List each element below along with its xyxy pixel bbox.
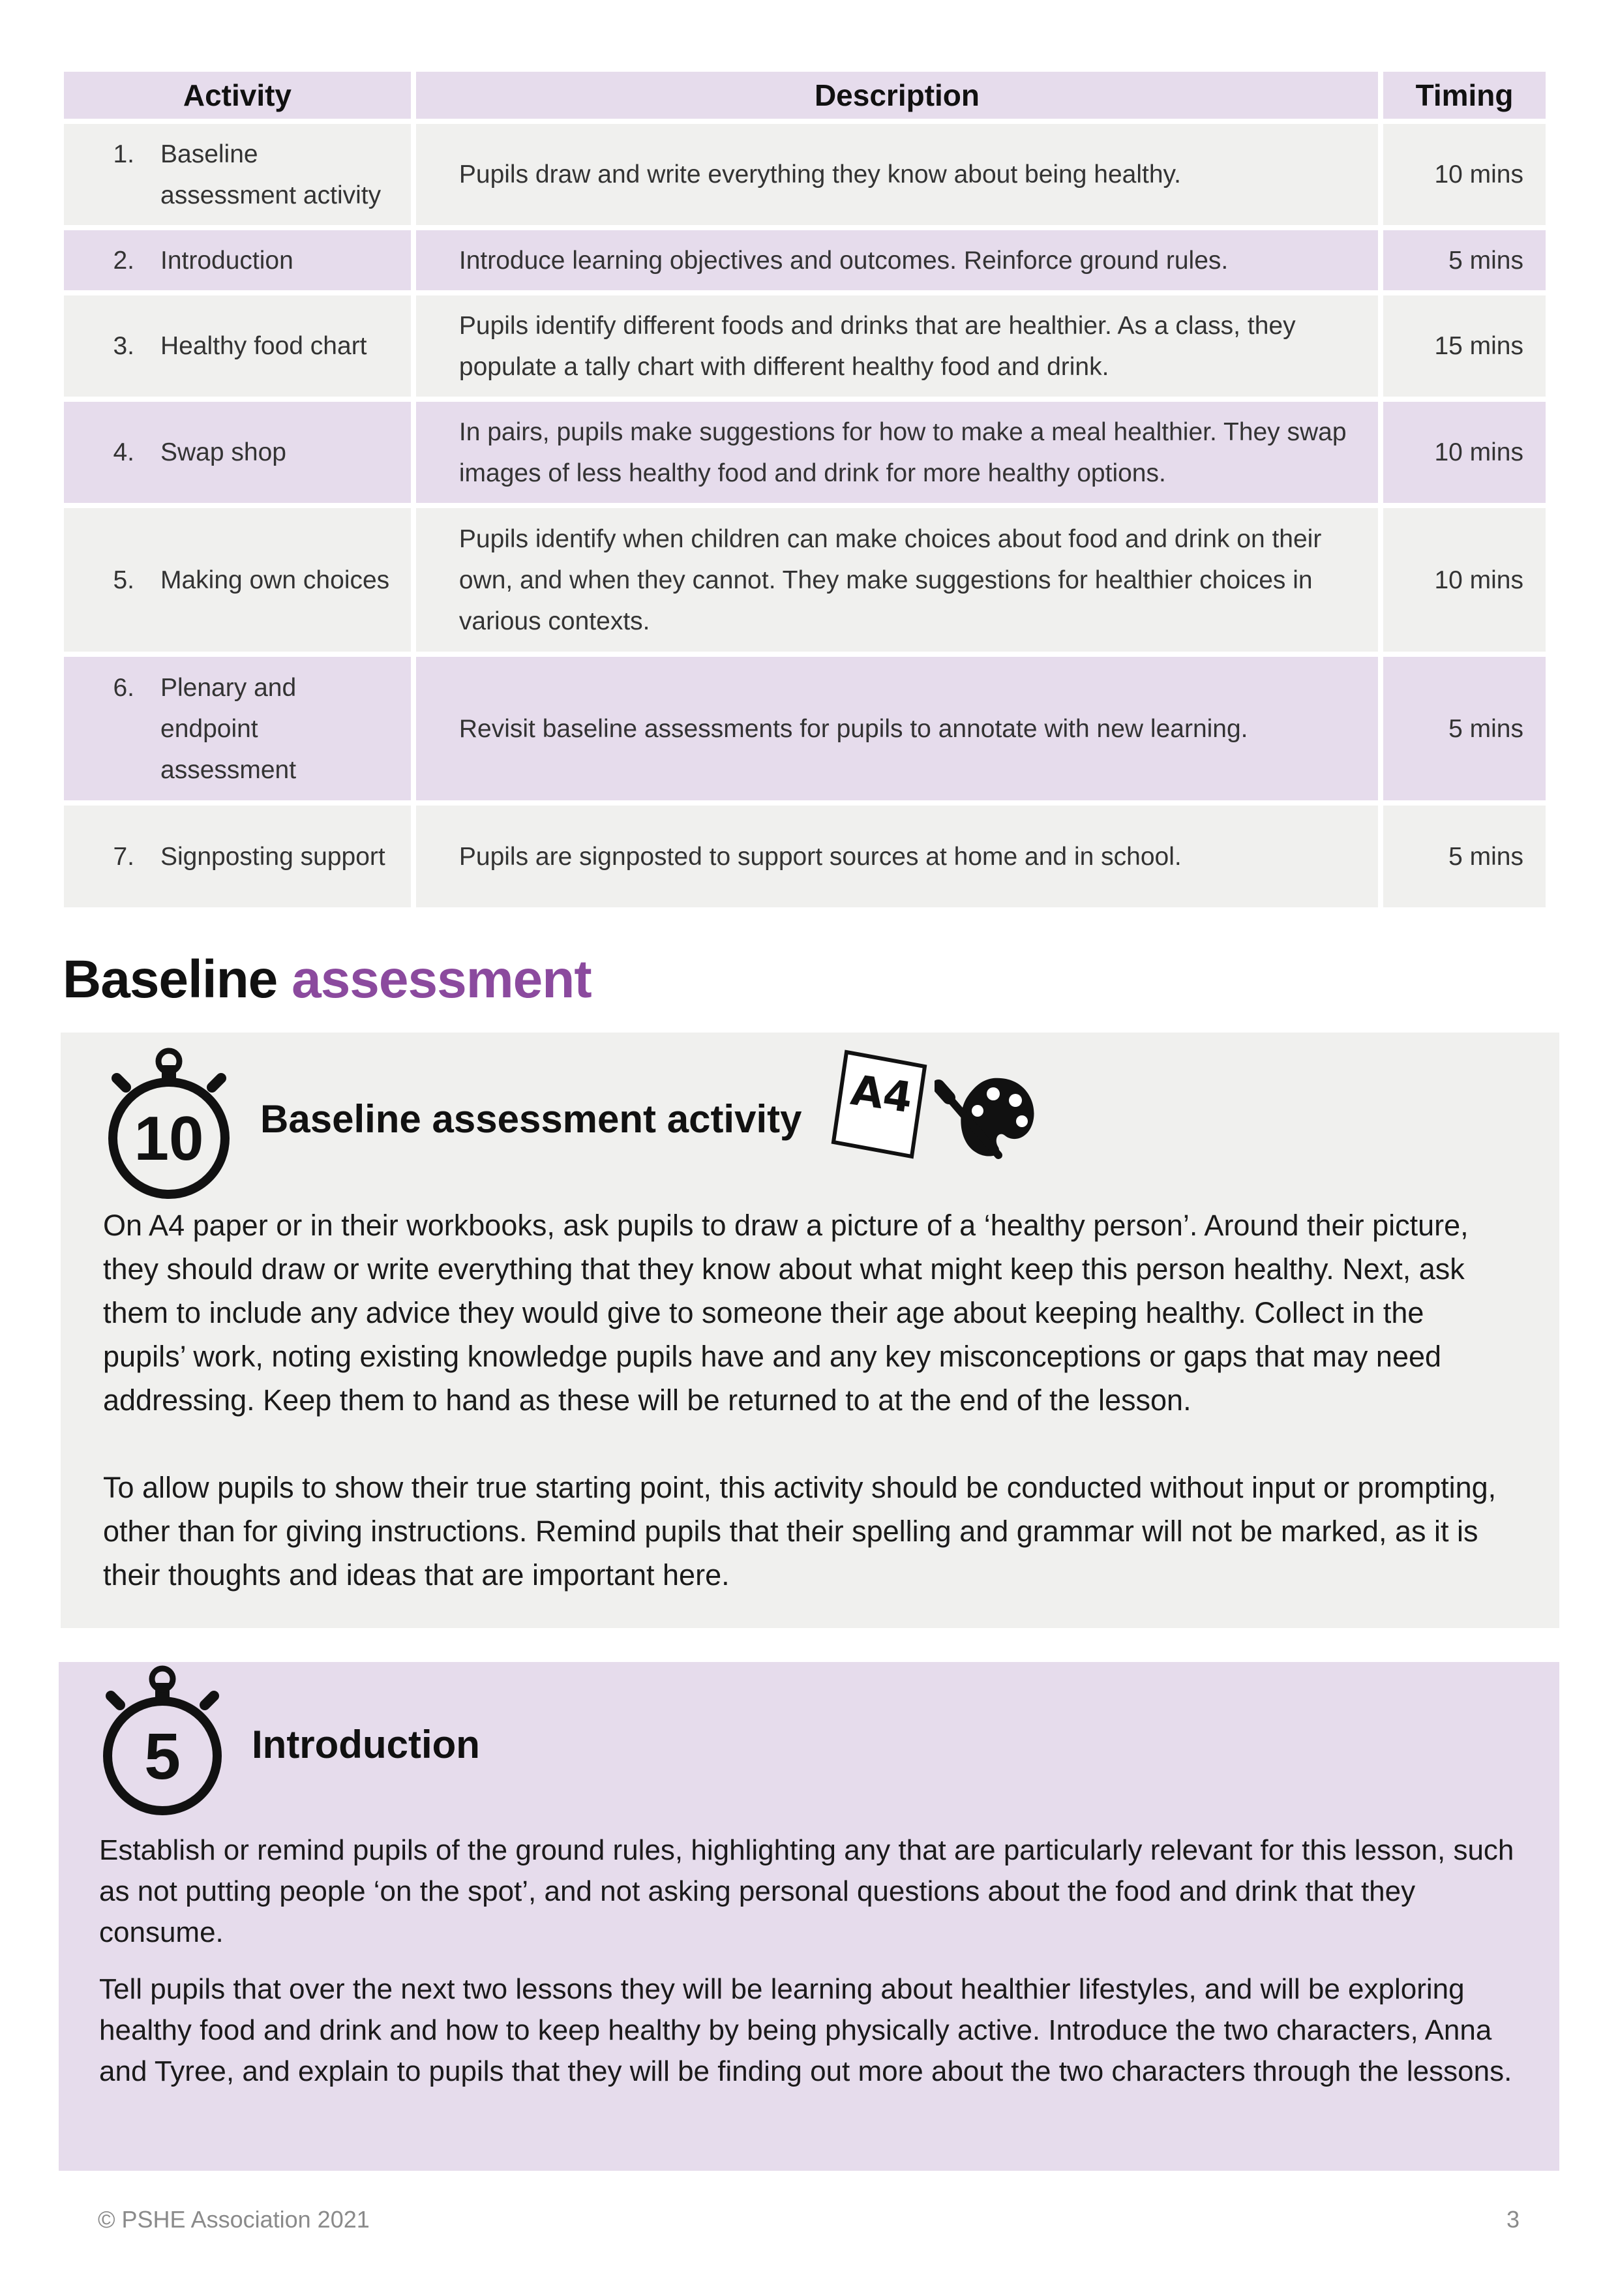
row-number: 4. xyxy=(113,438,134,466)
page-number: 3 xyxy=(1506,2206,1520,2233)
baseline-paragraph-2: To allow pupils to show their true starting point, this activity should be conducted without input or prompting, other than for giving instructions. Remind pupils that their spelling and grammar will not be marked, as it is their thoughts and ideas that are important here. xyxy=(103,1471,1497,1592)
section-heading-accent: assessment xyxy=(292,950,592,1009)
activity-label: Signposting support xyxy=(160,842,385,871)
section-heading-main: Baseline xyxy=(63,950,278,1009)
activity-label: Healthy food chart xyxy=(160,332,367,360)
activity-label: Baseline assessment activity xyxy=(160,140,382,209)
activity-label: Swap shop xyxy=(160,438,286,466)
table-row xyxy=(64,402,1546,503)
stopwatch-icon xyxy=(104,1046,234,1202)
timing-cell: 15 mins xyxy=(1383,295,1546,397)
activity-table xyxy=(59,67,1551,913)
introduction-box-title: Introduction xyxy=(252,1723,480,1766)
footer-copyright: © PSHE Association 2021 xyxy=(98,2206,370,2233)
activity-label: Making own choices xyxy=(160,566,390,594)
table-row xyxy=(64,124,1546,225)
timing-cell: 5 mins xyxy=(1383,657,1546,800)
a4-label: A4 xyxy=(848,1066,916,1123)
header-description: Description xyxy=(416,72,1378,119)
description-cell: Pupils draw and write everything they know about being healthy. xyxy=(416,124,1378,225)
row-number: 3. xyxy=(113,332,134,360)
activity-label: Plenary and endpoint assessment xyxy=(160,673,297,784)
baseline-paragraph-1: On A4 paper or in their workbooks, ask pupils to draw a picture of a ‘healthy person’. Around their picture, they should draw or write everything that they know about what might keep this person healthy. Next, ask them to include any advice they would give to someone their age about keeping healthy. Collect in the pupils’ work, noting existing knowledge pupils have and any key misconceptions or gaps that may need addressing. Keep them to hand as these will be returned to at the end of the lesson. xyxy=(103,1209,1469,1417)
description-cell: Introduce learning objectives and outcomes. Reinforce ground rules. xyxy=(416,230,1378,290)
header-timing: Timing xyxy=(1383,72,1546,119)
baseline-activity-box xyxy=(61,1033,1559,1628)
header-activity: Activity xyxy=(64,72,411,119)
table-row xyxy=(64,295,1546,397)
introduction-box xyxy=(59,1662,1559,2171)
row-number: 6. xyxy=(113,673,134,702)
intro-paragraph-1: Establish or remind pupils of the ground rules, highlighting any that are particularly relevant for this lesson, such as not putting people ‘on the spot’, and not asking personal questions about the food and drink that they consume. xyxy=(99,1834,1514,1948)
description-cell: In pairs, pupils make suggestions for how to make a meal healthier. They swap images of less healthy food and drink for more healthy options. xyxy=(416,402,1378,503)
row-number: 1. xyxy=(113,140,134,168)
description-cell: Pupils are signposted to support sources at home and in school. xyxy=(416,806,1378,907)
timer-minutes: 5 xyxy=(144,1720,181,1793)
timing-cell: 10 mins xyxy=(1383,508,1546,652)
timing-cell: 5 mins xyxy=(1383,806,1546,907)
paint-palette-icon xyxy=(935,1072,1039,1166)
table-row xyxy=(64,230,1546,290)
timing-cell: 10 mins xyxy=(1383,402,1546,503)
a4-paper-icon xyxy=(827,1044,931,1165)
activity-cell xyxy=(64,657,411,800)
baseline-box-title: Baseline assessment activity xyxy=(260,1097,802,1141)
description-cell: Pupils identify different foods and drinks that are healthier. As a class, they populate a tally chart with different healthy food and drink. xyxy=(416,295,1378,397)
activity-cell xyxy=(64,295,411,397)
stopwatch-icon xyxy=(99,1665,226,1819)
activity-cell xyxy=(64,124,411,225)
table-row xyxy=(64,508,1546,652)
activity-cell xyxy=(64,230,411,290)
table-row xyxy=(64,806,1546,907)
description-cell: Pupils identify when children can make choices about food and drink on their own, and when they cannot. They make suggestions for healthier choices in various contexts. xyxy=(416,508,1378,652)
row-number: 7. xyxy=(113,842,134,871)
description-cell: Revisit baseline assessments for pupils to annotate with new learning. xyxy=(416,657,1378,800)
row-number: 5. xyxy=(113,566,134,594)
timer-minutes: 10 xyxy=(134,1104,204,1173)
activity-cell xyxy=(64,508,411,652)
activity-cell xyxy=(64,402,411,503)
timing-cell: 5 mins xyxy=(1383,230,1546,290)
table-row xyxy=(64,657,1546,800)
row-number: 2. xyxy=(113,246,134,275)
activity-label: Introduction xyxy=(160,246,293,275)
timing-cell: 10 mins xyxy=(1383,124,1546,225)
intro-paragraph-2: Tell pupils that over the next two lessons they will be learning about healthier lifestyles, and will be exploring healthy food and drink and how to keep healthy by being physically active. Introduce the two characters, Anna and Tyree, and explain to pupils that they will be finding out more about the two characters through the lessons. xyxy=(99,1973,1512,2087)
section-heading xyxy=(63,949,592,1010)
activity-cell xyxy=(64,806,411,907)
table-header-row xyxy=(64,72,1546,119)
